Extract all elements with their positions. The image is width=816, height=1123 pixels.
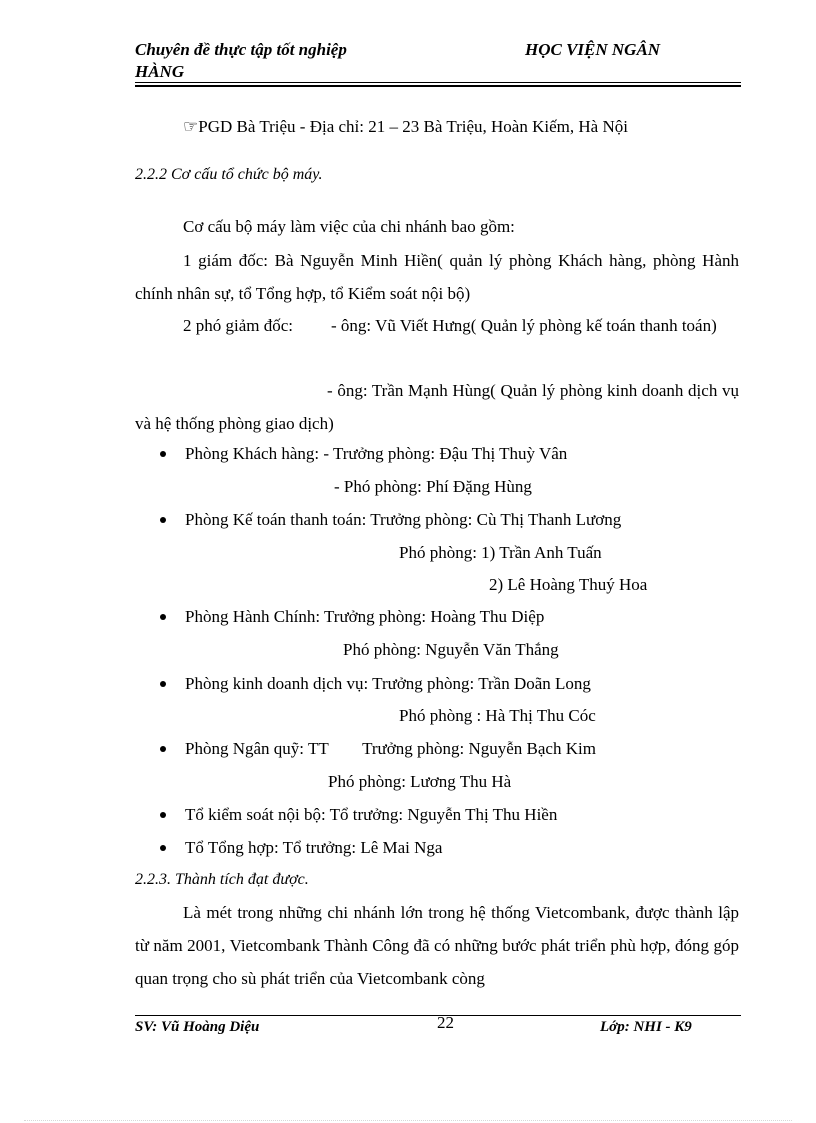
footer-class: Lớp: NHI - K9 bbox=[600, 1019, 692, 1035]
dept-accounting-line3: 2) Lê Hoàng Thuý Hoa bbox=[489, 575, 648, 594]
bullet bbox=[160, 845, 166, 851]
dept-admin-line1: Phòng Hành Chính: Trưởng phòng: Hoàng Thu Diệp bbox=[185, 607, 545, 626]
dept-treasury-line2: Phó phòng: Lương Thu Hà bbox=[328, 772, 512, 791]
deputy-2: - ông: Trần Mạnh Hùng( Quản lý phòng kinh doanh dịch vụ và hệ thống phòng giao dịch) bbox=[135, 381, 739, 433]
header-left-line2: HÀNG bbox=[135, 62, 185, 81]
structure-lead: Cơ cấu bộ máy làm việc của chi nhánh bao gồm: bbox=[183, 217, 515, 236]
deputy-1: - ông: Vũ Viết Hưng( Quản lý phòng kế toán thanh toán) bbox=[331, 316, 717, 335]
footer-student: SV: Vũ Hoàng Diệu bbox=[135, 1019, 260, 1035]
achievement-paragraph: Là mét trong những chi nhánh lớn trong hệ thống Vietcombank, được thành lập từ năm 2001, Vietcombank Thành Công đã có những bước phát triển phù hợp, đóng góp quan trọng cho sù phát triển của Vietcombank còng bbox=[135, 903, 739, 988]
dept-internal-control: Tổ kiểm soát nội bộ: Tổ trưởng: Nguyễn Thị Thu Hiền bbox=[185, 805, 558, 824]
bullet bbox=[160, 451, 166, 457]
bullet bbox=[160, 746, 166, 752]
bullet bbox=[160, 517, 166, 523]
bullet bbox=[160, 681, 166, 687]
bullet bbox=[160, 812, 166, 818]
address-line: ☞PGD Bà Triệu - Địa chỉ: 21 – 23 Bà Triệu, Hoàn Kiếm, Hà Nội bbox=[183, 117, 628, 136]
bullet bbox=[160, 614, 166, 620]
dept-accounting-line1: Phòng Kế toán thanh toán: Trưởng phòng: Cù Thị Thanh Lương bbox=[185, 510, 622, 529]
page-number: 22 bbox=[437, 1013, 454, 1032]
director-paragraph: 1 giám đốc: Bà Nguyễn Minh Hiền( quản lý phòng Khách hàng, phòng Hành chính nhân sự, tổ Tổng hợp, tổ Kiểm soát nội bộ) bbox=[135, 251, 739, 303]
page-edge bbox=[24, 1120, 792, 1121]
dept-customer-line1: Phòng Khách hàng: - Trưởng phòng: Đậu Thị Thuỳ Vân bbox=[185, 444, 568, 463]
dept-general: Tổ Tổng hợp: Tổ trưởng: Lê Mai Nga bbox=[185, 838, 443, 857]
dept-services-line1: Phòng kinh doanh dịch vụ: Trưởng phòng: Trần Doãn Long bbox=[185, 674, 591, 693]
dept-admin-line2: Phó phòng: Nguyễn Văn Thắng bbox=[343, 640, 559, 659]
section-title-223: 2.2.3. Thành tích đạt được. bbox=[135, 871, 309, 888]
section-title-222: 2.2.2 Cơ cấu tổ chức bộ máy. bbox=[135, 166, 323, 183]
dept-accounting-line2: Phó phòng: 1) Trần Anh Tuấn bbox=[399, 543, 602, 562]
header-rule-top bbox=[135, 82, 741, 83]
dept-services-line2: Phó phòng : Hà Thị Thu Cóc bbox=[399, 706, 596, 725]
header-left-line1: Chuyên đề thực tập tốt nghiệp bbox=[135, 40, 347, 59]
deputy-label: 2 phó giảm đốc: bbox=[183, 316, 294, 335]
header-rule-bottom bbox=[135, 85, 741, 87]
dept-customer-line2: - Phó phòng: Phí Đặng Hùng bbox=[334, 477, 532, 496]
header-right: HỌC VIỆN NGÂN bbox=[525, 40, 661, 59]
dept-treasury-line1: Phòng Ngân quỹ: TT Trưởng phòng: Nguyễn Bạch Kim bbox=[185, 739, 596, 758]
